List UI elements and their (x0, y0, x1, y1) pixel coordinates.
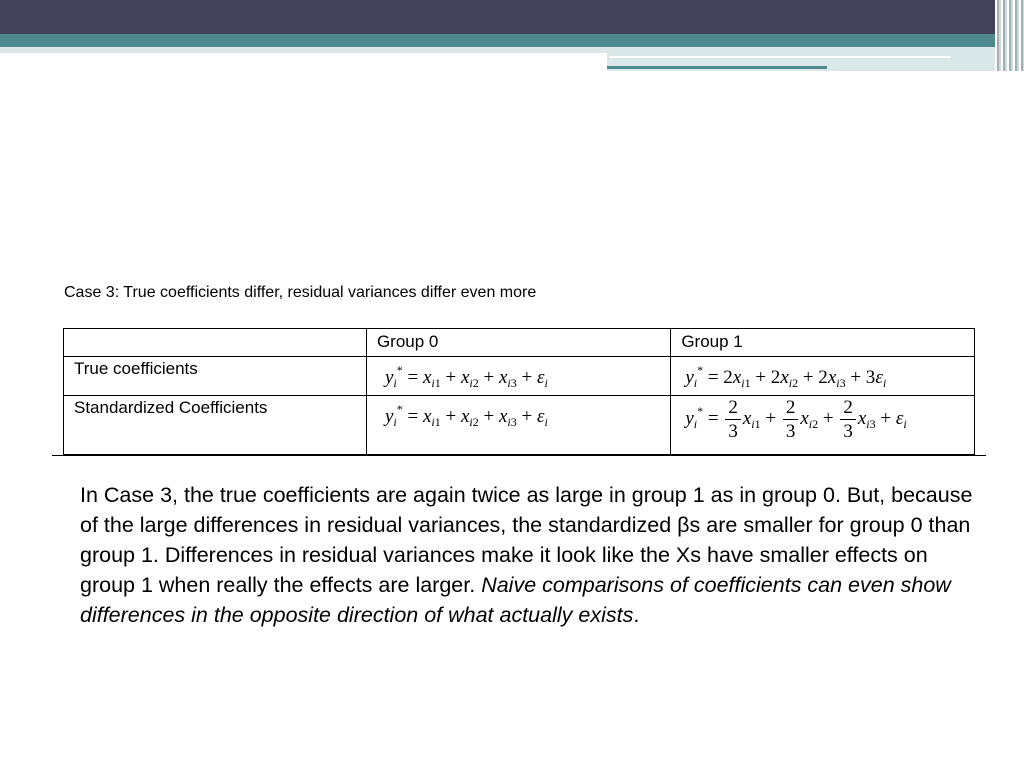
header-bar-teal (0, 34, 1024, 47)
paragraph-text: In Case 3, the true coefficients are again twice as large in group 1 as in group 0. But, because of the large differences in residual variances, the standardized βs are smaller for group 0 than group 1. Differences in residual variances make it look like the Xs have smaller effects on group 1 when really the effects are larger. (80, 483, 973, 597)
header-bar-light (0, 47, 607, 53)
header-cell-group-0: Group 0 (366, 329, 670, 357)
header-bar-dark (0, 0, 1024, 34)
row-label-standardized-coefficients: Standardized Coefficients (64, 396, 367, 455)
header-cell-empty (64, 329, 367, 357)
row-label-true-coefficients: True coefficients (64, 357, 367, 396)
paragraph-italic-text: Naive comparisons of coefficients can even show differences in the opposite direction of what actually exists (80, 573, 951, 627)
equation-true-group-0: $y_i^* = x_{i1} + x_{i2} + x_{i3} + \varepsilon_i$ (366, 357, 670, 396)
equation-true-group-1: $y_i^* = 2x_{i1} + 2x_{i2} + 2x_{i3} + 3\varepsilon_i$ (671, 357, 975, 396)
paragraph-end: . (633, 603, 640, 627)
table-bottom-rule (52, 455, 986, 456)
equation-standardized-group-1: $y_i^*$ = $\frac{2}{3}$ $x_{i1}$ + $\frac{2}{3}$ $x_{i2}$ + $\frac{2}{3}$ $x_{i3} + \varepsilon_i$ (671, 396, 975, 455)
header-accent-line (610, 56, 950, 58)
table-header-row (64, 329, 975, 357)
table-caption: Case 3: True coefficients differ, residual variances differ even more (64, 284, 537, 301)
header-stripes (995, 0, 1024, 71)
header-cell-group-1: Group 1 (671, 329, 975, 357)
table-row (64, 357, 975, 396)
table-row (64, 396, 975, 455)
explanation-paragraph (80, 480, 980, 630)
header-accent-line-teal (607, 66, 827, 69)
equation-standardized-group-0: $y_i^* = x_{i1} + x_{i2} + x_{i3} + \varepsilon_i$ (366, 396, 670, 455)
coefficients-table (63, 328, 975, 455)
